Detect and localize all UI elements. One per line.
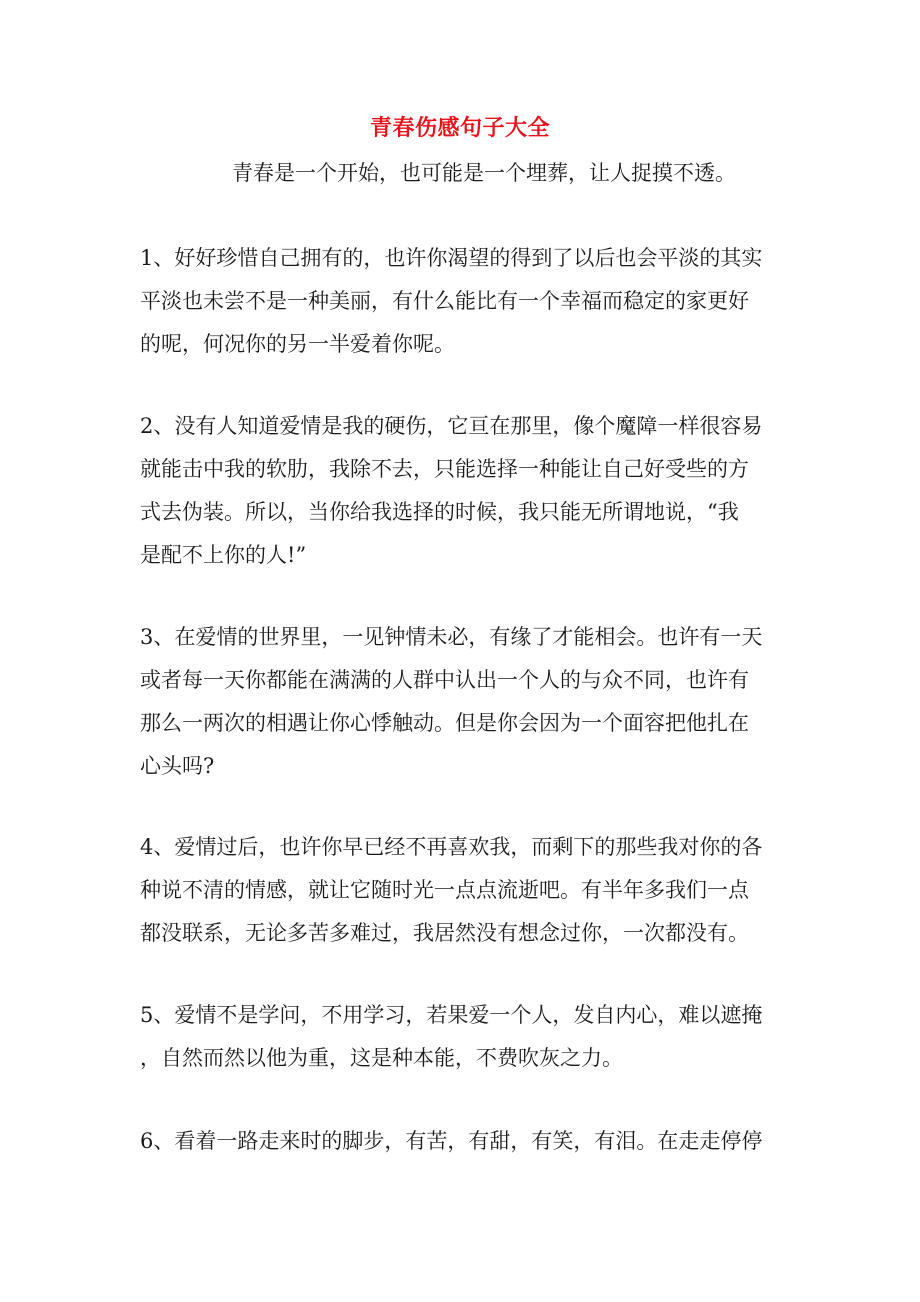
paragraph-line: 平淡也未尝不是一种美丽，有什么能比有一个幸福而稳定的家更好 xyxy=(140,289,749,313)
paragraph-line: 的呢，何况你的另一半爱着你呢。 xyxy=(140,332,455,356)
paragraph-line: 都没联系，无论多苦多难过，我居然没有想念过你，一次都没有。 xyxy=(140,921,749,945)
paragraph-line: 1、好好珍惜自己拥有的，也许你渴望的得到了以后也会平淡的其实 xyxy=(140,246,763,270)
paragraph-line: 种说不清的情感，就让它随时光一点点流逝吧。有半年多我们一点 xyxy=(140,878,749,902)
paragraph-2 xyxy=(140,405,790,577)
paragraph-line: 是配不上你的人!” xyxy=(140,543,307,567)
intro-text: 青春是一个开始，也可能是一个埋葬，让人捉摸不透。 xyxy=(232,161,736,185)
paragraph-line: 或者每一天你都能在满满的人群中认出一个人的与众不同，也许有 xyxy=(140,668,749,692)
paragraph-line: 2、没有人知道爱情是我的硬伤，它亘在那里，像个魔障一样很容易 xyxy=(140,414,763,438)
paragraph-line: 4、爱情过后，也许你早已经不再喜欢我，而剩下的那些我对你的各 xyxy=(140,835,763,859)
document-title: 青春伤感句子大全 xyxy=(369,115,550,141)
paragraph-3 xyxy=(140,616,790,788)
paragraph-line: 式去伪装。所以，当你给我选择的时候，我只能无所谓地说，“我 xyxy=(140,500,739,524)
paragraph-5 xyxy=(140,994,790,1080)
paragraph-line: ，自然而然以他为重，这是种本能，不费吹灰之力。 xyxy=(140,1046,623,1070)
paragraph-6 xyxy=(140,1120,790,1163)
paragraph-line: 3、在爱情的世界里，一见钟情未必，有缘了才能相会。也许有一天 xyxy=(140,625,763,649)
paragraph-line: 就能击中我的软肋，我除不去，只能选择一种能让自己好受些的方 xyxy=(140,457,749,481)
paragraph-line: 6、看着一路走来时的脚步，有苦，有甜，有笑，有泪。在走走停停 xyxy=(140,1129,763,1153)
paragraph-line: 心头吗? xyxy=(140,754,215,778)
paragraph-line: 5、爱情不是学问，不用学习，若果爱一个人，发自内心，难以遮掩 xyxy=(140,1003,763,1027)
paragraph-line: 那么一两次的相遇让你心悸触动。但是你会因为一个面容把他扎在 xyxy=(140,711,749,735)
paragraph-1 xyxy=(140,237,790,366)
paragraph-4 xyxy=(140,826,790,955)
